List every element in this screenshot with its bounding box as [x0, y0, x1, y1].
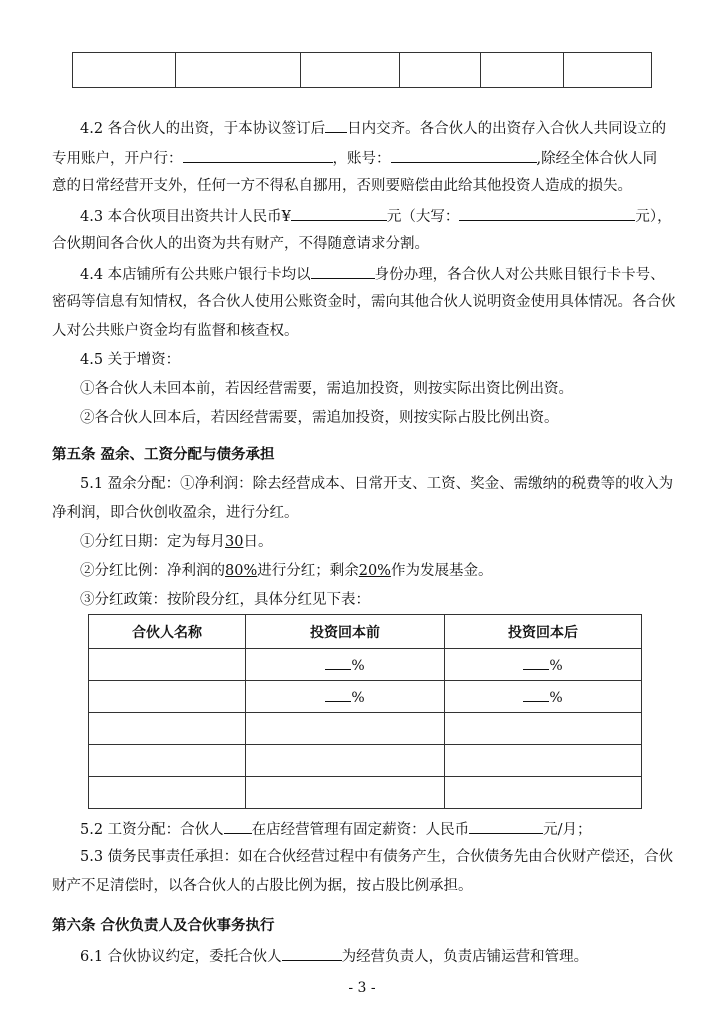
clause-4-3-line2: 合伙期间各合伙人的出资为共有财产，不得随意请求分割。 — [52, 236, 429, 252]
clause-4-2-line2: 专用账户，开户行： ，账号： ,除经全体合伙人同 — [52, 147, 657, 169]
clause-5-3-line1: 5.3 债务民事责任承担：如在合伙经营过程中有债务产生，合伙债务先由合伙财产偿还，合伙 — [80, 849, 674, 865]
clause-4-5-item2: ②各合伙人回本后，若因经营需要，需追加投资，则按实际占股比例出资。 — [80, 410, 559, 426]
top-table-fragment — [72, 52, 652, 88]
clause-4-5: 4.5 关于增资： — [80, 352, 181, 368]
table-row — [89, 777, 642, 809]
clause-6-heading: 第六条 合伙负责人及合伙事务执行 — [52, 918, 275, 934]
clause-4-3-line1: 4.3 本合伙项目出资共计人民币¥ 元（大写： 元）， — [80, 205, 672, 227]
clause-5-1-line1: 5.1 盈余分配：①净利润：除去经营成本、日常开支、工资、奖金、需缴纳的税费等的收入为 — [80, 476, 674, 492]
dividend-day-value: 30 — [225, 534, 244, 550]
partner-blank — [224, 818, 252, 834]
page-number: - 3 - — [348, 980, 376, 996]
clause-4-4-line3: 人对公共账户资金均有监督和核查权。 — [52, 323, 299, 339]
table-row: % % — [89, 649, 642, 681]
clause-4-4-line1: 4.4 本店铺所有公共账户银行卡均以 身份办理，各合伙人对公共账目银行卡卡号、 — [80, 263, 665, 285]
clause-4-4-line2: 密码等信息有知情权，各合伙人使用公账资金时，需向其他合伙人说明资金使用具体情况。各合伙 — [52, 294, 676, 310]
header-partner-name: 合伙人名称 — [89, 615, 246, 649]
account-blank — [391, 147, 537, 163]
table-row: % % — [89, 681, 642, 713]
salary-blank — [469, 818, 543, 834]
header-before-payback: 投资回本前 — [246, 615, 445, 649]
dividend-policy: ③分红政策：按阶段分红，具体分红见下表： — [80, 592, 370, 608]
fund-ratio-value: 20% — [358, 563, 391, 579]
clause-5-3-line2: 财产不足清偿时，以各合伙人的占股比例为据，按占股比例承担。 — [52, 878, 473, 894]
amount-blank — [291, 205, 387, 221]
clause-5-1-line2: 净利润，即合伙创收盈余，进行分红。 — [52, 505, 299, 521]
dividend-table — [88, 614, 642, 809]
manager-blank — [282, 945, 342, 961]
dividend-date: ①分红日期：定为每月30日。 — [80, 534, 273, 550]
table-row — [89, 745, 642, 777]
clause-4-5-item1: ①各合伙人未回本前，若因经营需要，需追加投资，则按实际出资比例出资。 — [80, 381, 573, 397]
header-after-payback: 投资回本后 — [445, 615, 642, 649]
clause-6-1: 6.1 合伙协议约定，委托合伙人 为经营负责人，负责店铺运营和管理。 — [80, 945, 588, 967]
dividend-ratio-value: 80% — [225, 563, 258, 579]
bank-blank — [183, 147, 333, 163]
amount-words-blank — [459, 205, 635, 221]
dividend-ratio: ②分红比例：净利润的80%进行分红；剩余20%作为发展基金。 — [80, 563, 493, 579]
table-header-row — [89, 615, 642, 649]
clause-4-2-line3: 意的日常经营开支外，任何一方不得私自挪用，否则要赔偿由此给其他投资人造成的损失。 — [52, 178, 632, 194]
days-blank — [325, 117, 347, 133]
clause-5-2: 5.2 工资分配：合伙人 在店经营管理有固定薪资：人民币 元/月； — [80, 818, 592, 840]
table-row — [89, 713, 642, 745]
clause-5-heading: 第五条 盈余、工资分配与债务承担 — [52, 447, 275, 463]
holder-blank — [311, 263, 375, 279]
clause-4-2-line1: 4.2 各合伙人的出资，于本协议签订后 日内交齐。各合伙人的出资存入合伙人共同设立的 — [80, 117, 666, 139]
